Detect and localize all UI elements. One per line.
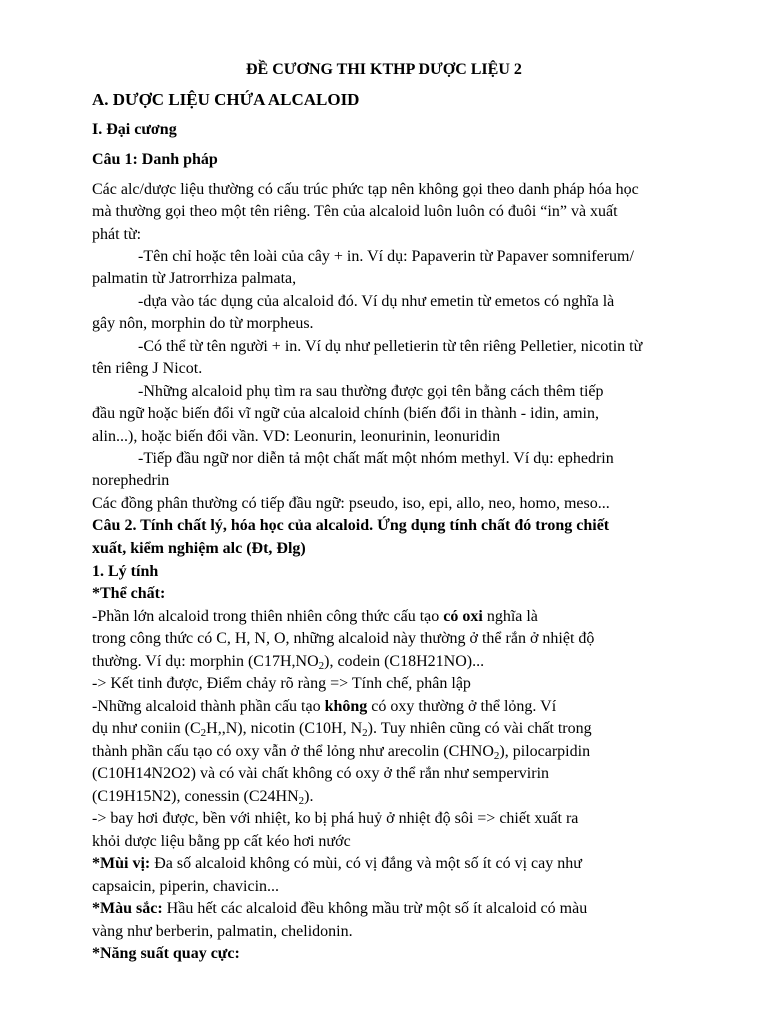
text-run: dụ như coniin (C [92, 720, 201, 737]
text-run: Hầu hết các alcaloid đều không mầu trừ một số ít alcaloid có màu [162, 900, 588, 917]
paragraph-line: capsaicin, piperin, chavicin... [92, 878, 280, 895]
paragraph-line [92, 898, 587, 920]
question-heading: Câu 1: Danh pháp [92, 151, 218, 168]
paragraph-line: norephedrin [92, 472, 170, 489]
paragraph-line: khỏi dược liệu bằng pp cất kéo hơi nước [92, 833, 351, 850]
bullet-line: -Tiếp đầu ngữ nor diễn tả một chất mất một nhóm methyl. Ví dụ: ephedrin [138, 450, 614, 467]
bullet-line: -Có thể từ tên người + in. Ví dụ như pelletierin từ tên riêng Pelletier, nicotin từ [138, 338, 643, 355]
paragraph-line: tên riêng J Nicot. [92, 360, 203, 377]
question-heading: xuất, kiểm nghiệm alc (Đt, Đlg) [92, 540, 306, 557]
document-title: ĐỀ CƯƠNG THI KTHP DƯỢC LIỆU 2 [246, 61, 522, 78]
bullet-line: -dựa vào tác dụng của alcaloid đó. Ví dụ như emetin từ emetos có nghĩa là [138, 293, 615, 310]
bold-text: không [324, 698, 368, 715]
text-run: ), pilocarpidin [499, 743, 591, 760]
text-run: -Phần lớn alcaloid trong thiên nhiên công thức cấu tạo [92, 608, 444, 625]
question-heading: Câu 2. Tính chất lý, hóa học của alcaloid. Ứng dụng tính chất đó trong chiết [92, 517, 610, 534]
paragraph-line: mà thường gọi theo một tên riêng. Tên của alcaloid luôn luôn có đuôi “in” và xuất [92, 203, 618, 220]
paragraph-line: phát từ: [92, 226, 142, 243]
bullet-line: -Những alcaloid phụ tìm ra sau thường được gọi tên bằng cách thêm tiếp [138, 383, 604, 400]
paragraph-line: trong công thức có C, H, N, O, những alcaloid này thường ở thể rắn ở nhiệt độ [92, 630, 595, 647]
text-run: ). Tuy nhiên cũng có vài chất trong [367, 720, 592, 737]
section-heading: A. DƯỢC LIỆU CHỨA ALCALOID [92, 90, 360, 109]
subsection-heading: 1. Lý tính [92, 563, 159, 580]
paragraph-line: alin...), hoặc biến đổi vần. VD: Leonurin, leonurinin, leonuridin [92, 428, 501, 445]
subscript: 2 [298, 795, 305, 807]
paragraph-line [92, 606, 538, 628]
paragraph-line: Các alc/dược liệu thường có cấu trúc phức tạp nên không gọi theo danh pháp hóa học [92, 181, 639, 198]
subscript: 2 [362, 727, 368, 739]
text-run: ), codein (C18H21NO)... [324, 653, 485, 670]
text-run: (C19H15N2), conessin (C24HN [92, 788, 299, 805]
subsection-heading: *Thể chất: [92, 585, 166, 602]
subsection-heading: *Năng suất quay cực: [92, 945, 240, 962]
paragraph-line: palmatin từ Jatrorrhiza palmata, [92, 270, 297, 287]
subscript: 2 [200, 727, 207, 739]
text-run: -Những alcaloid thành phần cấu tạo [92, 698, 325, 715]
subscript: 2 [493, 750, 500, 762]
text-run: thành phần cấu tạo có oxy vẫn ở thể lỏng như arecolin (CHNO [92, 743, 494, 760]
subsection-heading: I. Đại cương [92, 121, 177, 138]
text-run: có oxy thường ở thể lỏng. Ví [367, 698, 557, 715]
paragraph-line [92, 696, 556, 718]
bold-text: *Mùi vị: [92, 855, 151, 872]
text-run: H,,N), nicotin (C10H, N [206, 720, 363, 737]
text-run: nghĩa là [482, 608, 538, 625]
paragraph-line: gây nôn, morphin do từ morpheus. [92, 315, 314, 332]
paragraph-line: đầu ngữ hoặc biến đổi vĩ ngữ của alcaloid chính (biến đổi in thành - idin, amin, [92, 405, 599, 422]
paragraph-line: Các đồng phân thường có tiếp đầu ngữ: pseudo, iso, epi, allo, neo, homo, meso... [92, 495, 610, 512]
paragraph-line: -> bay hơi được, bền với nhiệt, ko bị phá huỷ ở nhiệt độ sôi => chiết xuất ra [92, 810, 579, 827]
paragraph-line: vàng như berberin, palmatin, chelidonin. [92, 923, 353, 940]
paragraph-line: (C10H14N2O2) và có vài chất không có oxy ở thể rắn như sempervirin [92, 765, 550, 782]
text-run: thường. Ví dụ: morphin (C17H,NO [92, 653, 319, 670]
subscript: 2 [318, 660, 325, 672]
paragraph-line: -> Kết tinh được, Điểm chảy rõ ràng => Tính chế, phân lập [92, 675, 471, 692]
text-run: Đa số alcaloid không có mùi, có vị đắng và một số ít có vị cay như [150, 855, 582, 872]
bold-text: có oxi [443, 608, 483, 625]
bullet-line: -Tên chỉ hoặc tên loài của cây + in. Ví dụ: Papaverin từ Papaver somniferum/ [138, 248, 634, 265]
text-run: ). [304, 788, 314, 805]
bold-text: *Màu sắc: [92, 900, 163, 917]
paragraph-line [92, 853, 582, 875]
